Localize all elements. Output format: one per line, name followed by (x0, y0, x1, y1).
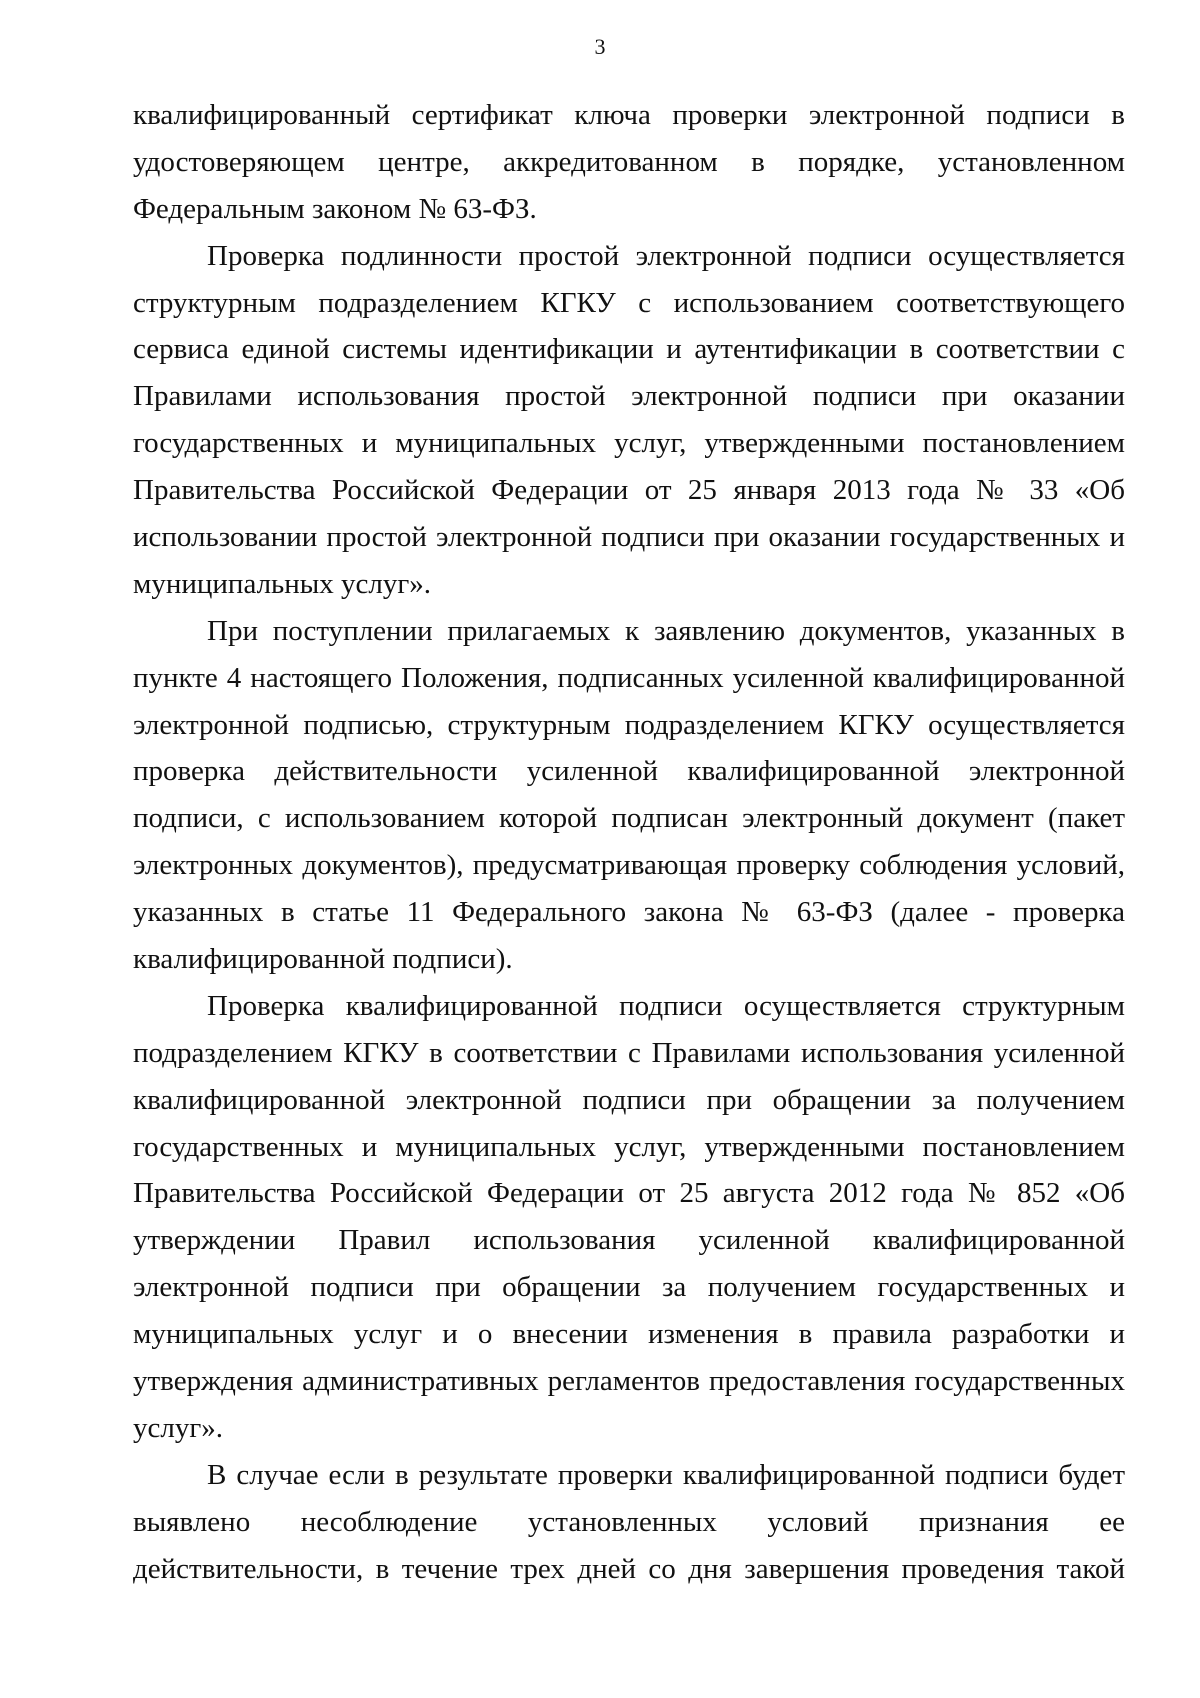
text-line: Правилами использования простой электронной подписи при оказании (133, 380, 1125, 413)
text-line: Правительства Российской Федерации от 25 января 2013 года № 33 «Об (133, 474, 1125, 507)
text-line: Федеральным законом № 63-ФЗ. (133, 192, 537, 225)
text-line: Правительства Российской Федерации от 25 августа 2012 года № 852 «Об (133, 1177, 1125, 1210)
text-line: электронной подписью, структурным подразделением КГКУ осуществляется (133, 708, 1125, 741)
text-line: государственных и муниципальных услуг, утвержденными постановлением (133, 427, 1125, 460)
text-line: государственных и муниципальных услуг, утвержденными постановлением (133, 1130, 1125, 1163)
text-line: Проверка подлинности простой электронной подписи осуществляется (207, 239, 1125, 272)
text-line: В случае если в результате проверки квалифицированной подписи будет (207, 1458, 1125, 1491)
text-line: При поступлении прилагаемых к заявлению документов, указанных в (207, 614, 1125, 647)
paragraph (133, 233, 1125, 608)
paragraph (133, 983, 1125, 1452)
text-line: действительности, в течение трех дней со дня завершения проведения такой (133, 1552, 1125, 1585)
text-line: электронной подписи при обращении за получением государственных и (133, 1271, 1125, 1304)
paragraph (133, 1452, 1125, 1593)
text-line: выявлено несоблюдение установленных условий признания ее (133, 1505, 1125, 1538)
text-line: структурным подразделением КГКУ с использованием соответствующего (133, 286, 1125, 319)
text-line: квалифицированной электронной подписи при обращении за получением (133, 1083, 1125, 1116)
text-line: Проверка квалифицированной подписи осуществляется структурным (207, 989, 1125, 1022)
text-line: указанных в статье 11 Федерального закона № 63-ФЗ (далее - проверка (133, 896, 1125, 929)
text-line: подразделением КГКУ в соответствии с Правилами использования усиленной (133, 1036, 1125, 1069)
text-line: утверждении Правил использования усиленной квалифицированной (133, 1224, 1125, 1257)
text-line: сервиса единой системы идентификации и аутентификации в соответствии с (133, 333, 1125, 366)
text-line: удостоверяющем центре, аккредитованном в порядке, установленном (133, 145, 1125, 178)
text-line: муниципальных услуг и о внесении изменения в правила разработки и (133, 1318, 1125, 1351)
text-line: электронных документов), предусматривающая проверку соблюдения условий, (133, 849, 1125, 882)
text-line: утверждения административных регламентов предоставления государственных (133, 1365, 1125, 1398)
text-line: квалифицированный сертификат ключа проверки электронной подписи в (133, 99, 1125, 131)
text-line: пункте 4 настоящего Положения, подписанных усиленной квалифицированной (133, 661, 1125, 694)
paragraph (133, 92, 1125, 233)
text-line: услуг». (133, 1411, 223, 1444)
page-number: 3 (594, 34, 606, 59)
text-line: проверка действительности усиленной квалифицированной электронной (133, 755, 1125, 788)
text-line: использовании простой электронной подписи при оказании государственных и (133, 521, 1125, 554)
document-body (133, 92, 1125, 1593)
text-line: муниципальных услуг». (133, 567, 432, 600)
paragraph (133, 608, 1125, 983)
text-line: квалифицированной подписи). (133, 943, 513, 976)
text-line: подписи, с использованием которой подписан электронный документ (пакет (133, 802, 1125, 835)
